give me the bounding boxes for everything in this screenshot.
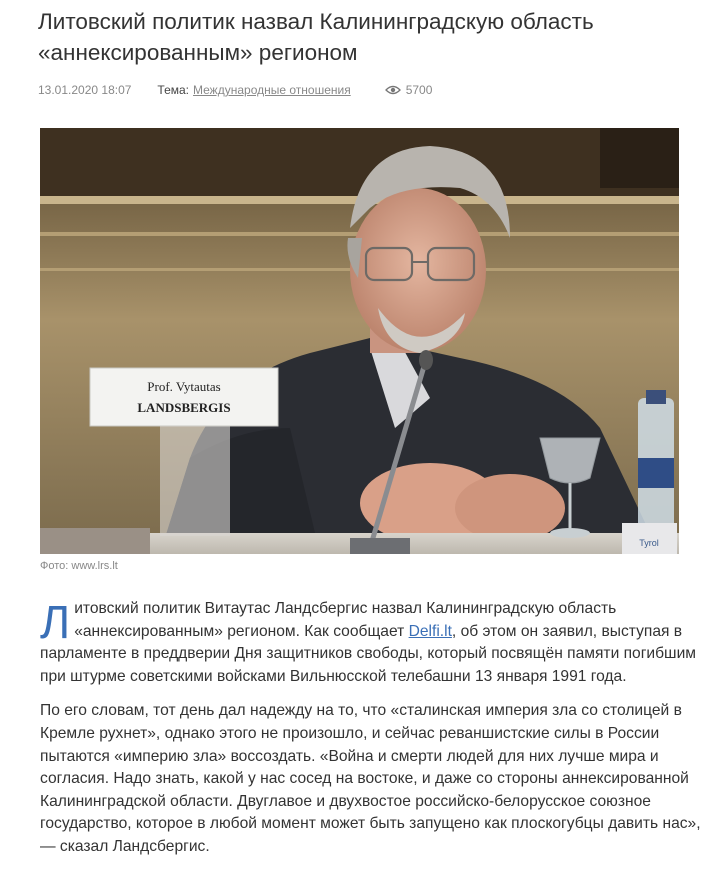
source-link[interactable]: Delfi.lt xyxy=(408,622,452,640)
nameplate-line1: Prof. Vytautas xyxy=(147,379,221,394)
article-meta xyxy=(38,82,432,98)
cup-brand: Tyrol xyxy=(639,538,659,548)
drop-cap: Л xyxy=(40,596,71,648)
article-title: Литовский политик назвал Калининградскую область «аннексированным» регионом xyxy=(38,9,594,65)
paragraph-1-text-b: , об этом он заявил, выступая в парламенте в преддверии Дня защитников свободы, который посвящён памяти погибшим при штурме советскими войсками Вильнюсской телебашни 13 января 1991 года. xyxy=(40,622,697,685)
photo-caption: Фото: www.lrs.lt xyxy=(40,560,118,572)
nameplate-line2: LANDSBERGIS xyxy=(137,400,231,415)
article-body xyxy=(40,598,704,871)
topic-link[interactable]: Международные отношения xyxy=(193,83,351,97)
paragraph-1-text-a: итовский политик Витаутас Ландсбергис назвал Калининградскую область «аннексированным» регионом. Как сообщает xyxy=(74,600,617,640)
paragraph-1 xyxy=(40,598,704,688)
eye-icon xyxy=(385,85,401,95)
views-count: 5700 xyxy=(405,83,433,97)
paragraph-2: По его словам, тот день дал надежду на то, что «сталинская империя зла со столицей в Кремле рухнет», однако этого не произошло, и сейчас реваншистские силы в России пытаются «империю зла» воссоздать. «Война и смерти людей для них лучше мира и согласия. Надо знать, какой у нас сосед на востоке, и даже со стороны аннексированной Калининградской области. Двуглавое и двухвостое российско-белорусское союзное государство, которое в любой момент может быть запущено как плоскогубцы давить нас», — сказал Ландсбергис. xyxy=(40,702,701,855)
topic-label: Тема: xyxy=(157,83,190,97)
publish-date: 13.01.2020 18:07 xyxy=(38,83,132,97)
views-counter xyxy=(385,83,433,97)
photo-illustration xyxy=(40,128,679,554)
article-photo xyxy=(40,128,679,554)
